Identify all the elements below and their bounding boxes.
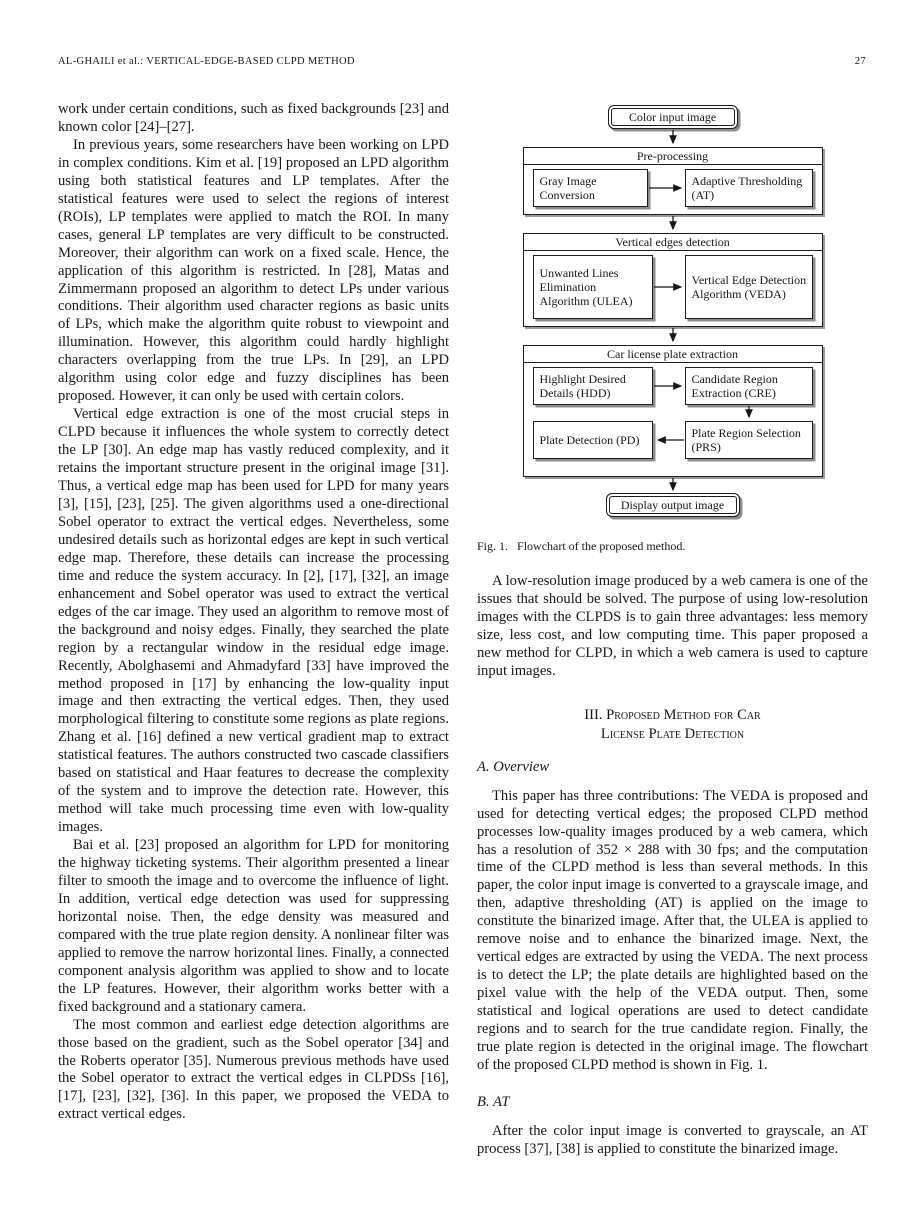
flowchart-node-cre: Candidate Region Extraction (CRE) — [685, 367, 813, 405]
figure-caption-text: Flowchart of the proposed method. — [517, 539, 686, 553]
flowchart-node-pd: Plate Detection (PD) — [533, 421, 653, 459]
flowchart-group-title: Pre-processing — [524, 148, 822, 165]
paragraph: After the color input image is converted to grayscale, an AT process [37], [38] is applied to constitute the binarized image. — [477, 1122, 868, 1157]
running-head-title: AL-GHAILI et al.: VERTICAL-EDGE-BASED CLPD METHOD — [58, 56, 355, 67]
section-heading — [477, 706, 868, 744]
right-column — [477, 101, 868, 1159]
flowchart-node-ulea: Unwanted Lines Elimination Algorithm (ULEA) — [533, 255, 653, 319]
flowchart-group-title: Car license plate extraction — [524, 346, 822, 363]
section-heading-line: License Plate Detection — [600, 725, 745, 742]
flowchart-node-prs: Plate Region Selection (PRS) — [685, 421, 813, 459]
page-number: 27 — [854, 56, 866, 67]
paragraph: A low-resolution image produced by a web camera is one of the issues that should be solved. The purpose of using low-resolution images with the CLPDS is to gain three advantages: less memory size, less cost, and low computing time. This paper proposed a new method for CLPD, in which a web camera is used to capture input images. — [477, 573, 868, 679]
figure-caption-label: Fig. 1. — [477, 539, 509, 553]
flowchart-arrows — [518, 103, 828, 523]
flowchart-node-color-input: Color input image — [608, 105, 738, 129]
left-column — [58, 101, 449, 1159]
flowchart-node-hdd: Highlight Desired Details (HDD) — [533, 367, 653, 405]
paragraph: This paper has three contributions: The VEDA is proposed and used for detecting vertical edges; the proposed CLPD method processes low-quality images produced by a web camera, which has a resolution of 352 × 288 with 30 fps; and the computation time of the CLPD method is less than several methods. In this paper, the color input image is converted to a grayscale image, and then, adaptive thresholding (AT) is applied on the image to constitute the binarized image. After that, the ULEA is applied to remove noise and to enhance the binarized image. Next, the vertical edges are extracted by using the VEDA. The next process is to detect the LP; the plate details are highlighted based on the pixel value with the help of the VEDA output. Then, some statistical and logical operations are used to detect candidate regions and to search for the true candidate region. Finally, the true plate region is detected in the original image. The flowchart of the proposed CLPD method is shown in Fig. 1. — [477, 787, 868, 1073]
paragraph: In previous years, some researchers have been working on LPD in complex conditions. Kim et al. [19] proposed an LPD algorithm using both statistical features and LP templates. After the statistical features were used to select the regions of interest (ROIs), LP templates were applied to match the ROI. In many cases, general LP templates are very difficult to be constructed. Moreover, their algorithm can work on a fixed scale. Hence, the application of this algorithm is restricted. In [28], Matas and Zimmermann proposed an algorithm to detect LPs under various conditions. Their algorithm used character regions as basic units of LPs, which make the algorithm quite robust to viewpoint and illumination. However, this algorithm could hardly highlight characters overlapping from the true LPs. In [29], an LPD algorithm using color edge and fuzzy disciplines has been proposed. However, it can only be used with certain colors. — [58, 136, 449, 405]
flowchart-node-gray-conversion: Gray Image Conversion — [533, 169, 648, 207]
running-head — [58, 56, 866, 67]
figure-caption — [477, 539, 868, 554]
flowchart-node-adaptive-thresholding: Adaptive Thresholding (AT) — [685, 169, 813, 207]
paragraph: Bai et al. [23] proposed an algorithm for LPD for monitoring the highway ticketing systems. Their algorithm presented a linear filter to smooth the image and to overcome the influence of light. In addition, vertical edge detection was used for suppressing horizontal noise. Then, the edge density was measured and compared with the true plate region density. A nonlinear filter was applied to remove the narrow horizontal lines. Finally, a connected component analysis algorithm was applied to show and to locate the LP features. However, their algorithm works better with a fixed background and a stationary camera. — [58, 837, 449, 1015]
paragraph: The most common and earliest edge detection algorithms are those based on the gradient, such as the Sobel operator [34] and the Roberts operator [35]. Numerous previous methods have used the Sobel operator to extract the vertical edges in CLPDSs [16], [17], [23], [32], [36]. In this paper, we proposed the VEDA to extract vertical edges. — [58, 1016, 449, 1123]
flowchart-node-display-output: Display output image — [606, 493, 740, 517]
section-heading-line: III. Proposed Method for Car — [584, 706, 761, 723]
figure-1 — [477, 103, 868, 554]
flowchart-node-veda: Vertical Edge Detection Algorithm (VEDA) — [685, 255, 813, 319]
flowchart — [518, 103, 828, 523]
paragraph: Vertical edge extraction is one of the most crucial steps in CLPD because it influences the whole system to correctly detect the LP [30]. An edge map has vastly reduced complexity, and it retains the important structure present in the original image [31]. Thus, a vertical edge map has been used for LPD for many years [3], [15], [23], [25]. The given algorithms used a one-directional Sobel operator to extract the vertical edges. Nevertheless, some undesired details such as horizontal edges are kept in such vertical edge map. Therefore, these details can increase the processing time and reduce the system accuracy. In [2], [17], [32], an image enhancement and Sobel operator was used to extract the vertical edges of the car image. They used an algorithm to remove most of the background and noisy edges. Finally, they searched the plate region by a rectangular window in the residual edge image. Recently, Abolghasemi and Ahmadyfard [33] have improved the method proposed in [17] by enhancing the low-quality input image and then extracting the vertical edges. Then, they used morphological filtering to constitute some regions as plate regions. Zhang et al. [16] defined a new vertical gradient map to extract statistical features. The authors constructed two cascade classifiers based on statistical and Haar features to decrease the complexity of the system and to improve the detection rate. However, this method will take much processing time even with low-quality images. — [58, 406, 449, 836]
subsection-heading-overview: A. Overview — [477, 758, 550, 775]
subsection-heading-at: B. AT — [477, 1093, 510, 1110]
flowchart-group-title: Vertical edges detection — [524, 234, 822, 251]
page-body — [58, 101, 868, 1159]
paragraph: work under certain conditions, such as fixed backgrounds [23] and known color [24]–[27]. — [58, 101, 449, 135]
